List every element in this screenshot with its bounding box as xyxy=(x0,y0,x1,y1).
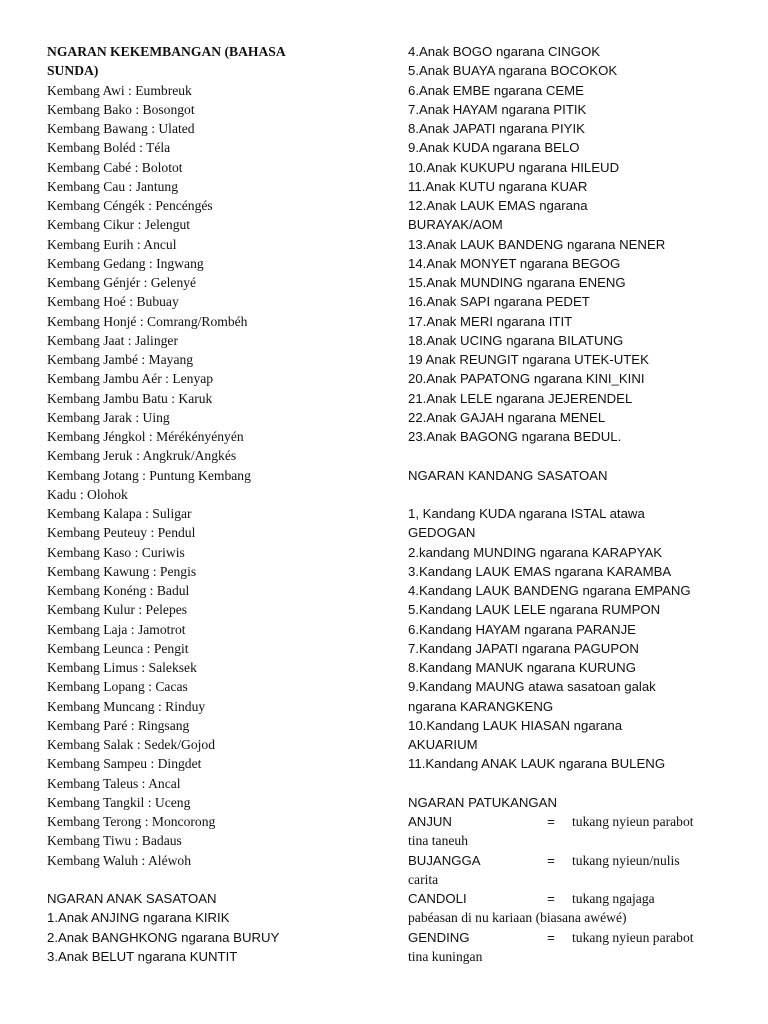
list-item: Kembang Salak : Sedek/Gojod xyxy=(47,737,216,752)
list-item: 4.Kandang LAUK BANDENG ngarana EMPANG xyxy=(408,583,691,598)
list-item: GEDOGAN xyxy=(408,525,476,541)
list-item: 18.Anak UCING ngarana BILATUNG xyxy=(408,332,624,348)
anak-list-right xyxy=(408,42,743,446)
list-item: Kadu : Olohok xyxy=(47,486,128,502)
list-item: Kembang Génjér : Gelenyé xyxy=(47,275,197,290)
list-item: Kembang Taleus : Ancal xyxy=(47,775,181,791)
heading-anak-sasatoan: NGARAN ANAK SASATOAN xyxy=(47,891,217,906)
list-item: 9.Kandang MAUNG atawa sasatoan galak xyxy=(408,679,656,695)
definition-equals: = xyxy=(547,814,555,829)
patukangan-list xyxy=(408,812,743,966)
heading-kekembangan: NGARAN KEKEMBANGAN (BAHASA xyxy=(47,44,286,59)
left-column xyxy=(47,42,387,966)
right-column xyxy=(408,42,743,966)
list-item: Kembang Awi : Eumbreuk xyxy=(47,82,192,98)
heading-patukangan: NGARAN PATUKANGAN xyxy=(408,794,557,810)
list-item: 15.Anak MUNDING ngarana ENENG xyxy=(408,275,626,290)
definition-term: GENDING xyxy=(408,929,470,945)
list-item: 10.Kandang LAUK HIASAN ngarana xyxy=(408,717,623,733)
list-item: Kembang Tangkil : Uceng xyxy=(47,794,191,810)
kembang-list xyxy=(47,81,387,870)
definition-row xyxy=(408,812,743,831)
definition-term: BUJANGGA xyxy=(408,852,481,868)
list-item: 11.Kandang ANAK LAUK ngarana BULENG xyxy=(408,756,666,772)
list-item: Kembang Eurih : Ancul xyxy=(47,236,177,252)
list-item: 8.Kandang MANUK ngarana KURUNG xyxy=(408,660,636,675)
definition-equals: = xyxy=(547,929,555,945)
list-item: 6.Anak EMBE ngarana CEME xyxy=(408,82,584,98)
list-item: Kembang Kulur : Pelepes xyxy=(47,602,188,618)
list-item: Kembang Laja : Jamotrot xyxy=(47,621,186,637)
anak-list-left xyxy=(47,908,387,966)
definition-continuation: tina taneuh xyxy=(408,833,469,849)
definition-term: CANDOLI xyxy=(408,891,467,906)
definition-row xyxy=(408,851,743,870)
definition-text: tukang nyieun parabot xyxy=(572,929,694,945)
spacer xyxy=(408,774,743,793)
list-item: 19 Anak REUNGIT ngarana UTEK-UTEK xyxy=(408,352,649,367)
definition-text: tukang nyieun/nulis xyxy=(572,852,680,868)
list-item: 7.Kandang JAPATI ngarana PAGUPON xyxy=(408,640,639,656)
list-item: Kembang Terong : Moncorong xyxy=(47,814,216,829)
list-item: Kembang Jotang : Puntung Kembang xyxy=(47,467,251,483)
definition-row xyxy=(408,928,743,947)
definition-continuation: carita xyxy=(408,871,439,887)
list-item: Kembang Honjé : Comrang/Rombéh xyxy=(47,313,248,329)
spacer xyxy=(408,446,743,465)
definition-text: tukang nyieun parabot xyxy=(572,814,694,829)
list-item: 1, Kandang KUDA ngarana ISTAL atawa xyxy=(408,506,645,521)
list-item: Kembang Bawang : Ulated xyxy=(47,121,195,136)
list-item: Kembang Jambé : Mayang xyxy=(47,352,194,367)
list-item: 4.Anak BOGO ngarana CINGOK xyxy=(408,44,601,59)
list-item: Kembang Cabé : Bolotot xyxy=(47,159,183,175)
heading-kandang-sasatoan: NGARAN KANDANG SASATOAN xyxy=(408,467,608,483)
list-item: Kembang Tiwu : Badaus xyxy=(47,833,182,849)
list-item: Kembang Sampeu : Dingdet xyxy=(47,756,202,772)
list-item: ngarana KARANGKENG xyxy=(408,698,554,714)
list-item: AKUARIUM xyxy=(408,737,478,752)
list-item: 11.Anak KUTU ngarana KUAR xyxy=(408,178,588,194)
list-item: Kembang Peuteuy : Pendul xyxy=(47,525,196,541)
list-item: Kembang Céngék : Pencéngés xyxy=(47,198,213,213)
list-item: 2.kandang MUNDING ngarana KARAPYAK xyxy=(408,544,663,560)
list-item: 23.Anak BAGONG ngarana BEDUL. xyxy=(408,429,622,444)
list-item: 17.Anak MERI ngarana ITIT xyxy=(408,313,573,329)
heading-kekembangan-cont: SUNDA) xyxy=(47,63,99,79)
definition-equals: = xyxy=(547,891,555,906)
kandang-list xyxy=(408,504,743,774)
list-item: 5.Kandang LAUK LELE ngarana RUMPON xyxy=(408,602,661,618)
definition-continuation: pabéasan di nu kariaan (biasana awéwé) xyxy=(408,910,627,926)
list-item: 2.Anak BANGHKONG ngarana BURUY xyxy=(47,929,280,945)
list-item: 22.Anak GAJAH ngarana MENEL xyxy=(408,409,606,425)
list-item: Kembang Cau : Jantung xyxy=(47,178,179,194)
list-item: Kembang Bako : Bosongot xyxy=(47,101,195,117)
list-item: Kembang Paré : Ringsang xyxy=(47,717,190,733)
list-item: Kembang Waluh : Aléwoh xyxy=(47,852,192,868)
list-item: 7.Anak HAYAM ngarana PITIK xyxy=(408,101,587,117)
list-item: Kembang Muncang : Rinduy xyxy=(47,698,206,714)
definition-continuation: tina kuningan xyxy=(408,948,483,964)
list-item: BURAYAK/AOM xyxy=(408,217,503,233)
list-item: Kembang Jambu Batu : Karuk xyxy=(47,390,213,406)
list-item: 3.Anak BELUT ngarana KUNTIT xyxy=(47,948,238,964)
list-item: 10.Anak KUKUPU ngarana HILEUD xyxy=(408,159,620,175)
list-item: 13.Anak LAUK BANDENG ngarana NENER xyxy=(408,236,666,252)
list-item: Kembang Kalapa : Suligar xyxy=(47,506,192,521)
list-item: 12.Anak LAUK EMAS ngarana xyxy=(408,198,588,213)
spacer xyxy=(408,485,743,504)
list-item: Kembang Kaso : Curiwis xyxy=(47,544,185,560)
list-item: Kembang Jaat : Jalinger xyxy=(47,332,178,348)
list-item: Kembang Gedang : Ingwang xyxy=(47,255,204,271)
list-item: 8.Anak JAPATI ngarana PIYIK xyxy=(408,121,585,136)
list-item: 5.Anak BUAYA ngarana BOCOKOK xyxy=(408,63,618,79)
list-item: 9.Anak KUDA ngarana BELO xyxy=(408,140,580,156)
list-item: Kembang Jéngkol : Mérékényényén xyxy=(47,429,244,444)
list-item: Kembang Kawung : Pengis xyxy=(47,563,197,579)
definition-text: tukang ngajaga xyxy=(572,891,655,906)
list-item: Kembang Boléd : Téla xyxy=(47,140,171,156)
list-item: 3.Kandang LAUK EMAS ngarana KARAMBA xyxy=(408,563,672,579)
spacer xyxy=(47,870,387,889)
definition-term: ANJUN xyxy=(408,814,452,829)
list-item: 20.Anak PAPATONG ngarana KINI_KINI xyxy=(408,371,645,387)
list-item: Kembang Hoé : Bubuay xyxy=(47,294,179,310)
definition-row xyxy=(408,889,743,908)
list-item: 14.Anak MONYET ngarana BEGOG xyxy=(408,255,621,271)
list-item: 16.Anak SAPI ngarana PEDET xyxy=(408,294,590,310)
list-item: Kembang Jarak : Uing xyxy=(47,409,170,425)
list-item: 21.Anak LELE ngarana JEJERENDEL xyxy=(408,390,633,406)
list-item: Kembang Jeruk : Angkruk/Angkés xyxy=(47,448,237,464)
list-item: Kembang Jambu Aér : Lenyap xyxy=(47,371,214,387)
list-item: 6.Kandang HAYAM ngarana PARANJE xyxy=(408,621,636,637)
list-item: Kembang Konéng : Badul xyxy=(47,583,190,598)
definition-equals: = xyxy=(547,852,555,868)
list-item: Kembang Leunca : Pengit xyxy=(47,640,189,656)
list-item: 1.Anak ANJING ngarana KIRIK xyxy=(47,910,230,926)
list-item: Kembang Cikur : Jelengut xyxy=(47,217,191,233)
list-item: Kembang Lopang : Cacas xyxy=(47,679,188,695)
list-item: Kembang Limus : Saleksek xyxy=(47,660,197,675)
